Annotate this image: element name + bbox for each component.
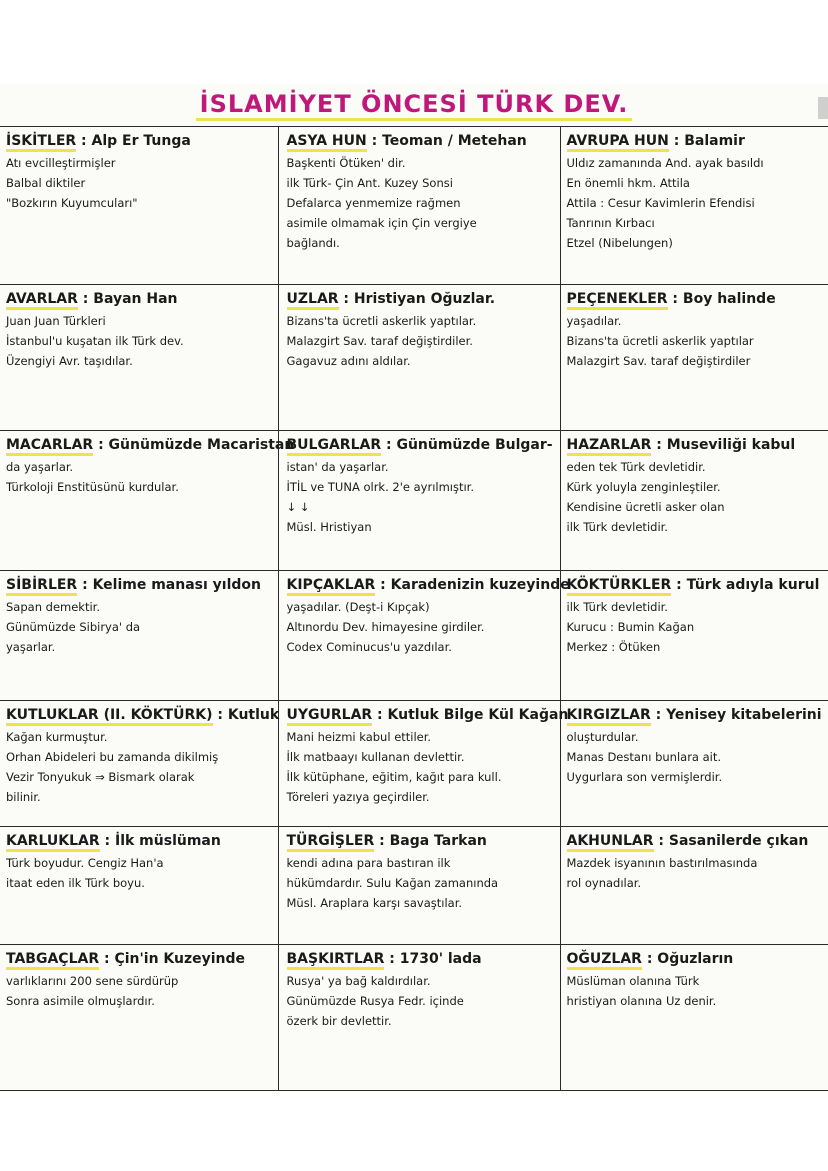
note-line: yaşadılar. <box>566 314 622 328</box>
note-line: Defalarca yenmemize rağmen <box>286 196 461 210</box>
note-line: Bizans'ta ücretli askerlik yaptılar <box>566 334 754 348</box>
note-line: Juan Juan Türkleri <box>6 314 106 328</box>
note-line: Balbal diktiler <box>6 176 86 190</box>
note-line: hükümdardır. Sulu Kağan zamanında <box>286 876 499 890</box>
note-line: En önemli hkm. Attila <box>566 176 690 190</box>
table-row <box>0 127 828 285</box>
note-line: Manas Destanı bunlara ait. <box>566 750 722 764</box>
state-cell <box>278 827 560 945</box>
note-line: varlıklarını 200 sene sürdürüp <box>6 974 179 988</box>
state-heading: AVRUPA HUN : Balamir <box>567 133 824 149</box>
note-line: Kurucu : Bumin Kağan <box>566 620 695 634</box>
state-heading: ASYA HUN : Teoman / Metehan <box>287 133 555 149</box>
note-line: Mazdek isyanının bastırılmasında <box>566 856 758 870</box>
note-line: Gagavuz adını aldılar. <box>286 354 411 368</box>
state-cell <box>560 827 828 945</box>
note-line: ilk Türk devletidir. <box>566 520 668 534</box>
note-line: Vezir Tonyukuk ⇒ Bismark olarak <box>6 770 195 784</box>
note-line: eden tek Türk devletidir. <box>566 460 706 474</box>
state-cell <box>278 945 560 1091</box>
note-line: Altınordu Dev. himayesine girdiler. <box>286 620 485 634</box>
note-line: Günümüzde Rusya Fedr. içinde <box>286 994 464 1008</box>
state-cell <box>560 127 828 285</box>
state-cell <box>278 285 560 431</box>
state-heading: KARLUKLAR : İlk müslüman <box>6 833 273 849</box>
note-line: bilinir. <box>6 790 41 804</box>
state-heading: SİBİRLER : Kelime manası yıldon <box>6 577 273 593</box>
note-line: oluşturdular. <box>566 730 639 744</box>
note-line: bağlandı. <box>286 236 340 250</box>
state-cell <box>0 701 278 827</box>
state-heading: OĞUZLAR : Oğuzların <box>567 951 824 967</box>
note-line: Uygurlara son vermişlerdir. <box>566 770 723 784</box>
note-line: Codex Cominucus'u yazdılar. <box>286 640 452 654</box>
note-line: hristiyan olanına Uz denir. <box>566 994 717 1008</box>
state-heading: BAŞKIRTLAR : 1730' lada <box>287 951 555 967</box>
note-line: ↓ ↓ <box>286 500 310 514</box>
table-row <box>0 571 828 701</box>
note-line: yaşadılar. (Deşt-i Kıpçak) <box>286 600 430 614</box>
note-line: itaat eden ilk Türk boyu. <box>6 876 145 890</box>
state-heading: UYGURLAR : Kutluk Bilge Kül Kağan <box>287 707 555 723</box>
state-heading: KIRGIZLAR : Yenisey kitabelerini <box>567 707 824 723</box>
note-line: ilk Türk- Çin Ant. Kuzey Sonsi <box>286 176 453 190</box>
table-row <box>0 431 828 571</box>
note-line: Türkoloji Enstitüsünü kurdular. <box>6 480 179 494</box>
state-cell <box>560 945 828 1091</box>
note-line: Sonra asimile olmuşlardır. <box>6 994 155 1008</box>
note-line: Başkenti Ötüken' dir. <box>286 156 406 170</box>
note-line: yaşarlar. <box>6 640 56 654</box>
state-heading: TÜRGİŞLER : Baga Tarkan <box>287 833 555 849</box>
note-line: Orhan Abideleri bu zamanda dikilmiş <box>6 750 219 764</box>
note-line: Töreleri yazıya geçirdiler. <box>286 790 430 804</box>
state-heading: BULGARLAR : Günümüzde Bulgar- <box>287 437 555 453</box>
state-cell <box>278 701 569 827</box>
note-line: Malazgirt Sav. taraf değiştirdiler. <box>286 334 473 348</box>
note-line: İlk matbaayı kullanan devlettir. <box>286 750 465 764</box>
note-line: Müsl. Araplara karşı savaştılar. <box>286 896 463 910</box>
note-line: İlk kütüphane, eğitim, kağıt para kull. <box>286 770 502 784</box>
state-cell <box>278 127 560 285</box>
note-line: Müslüman olanına Türk <box>566 974 700 988</box>
state-heading: HAZARLAR : Museviliği kabul <box>567 437 824 453</box>
note-line: İstanbul'u kuşatan ilk Türk dev. <box>6 334 184 348</box>
note-line: Kağan kurmuştur. <box>6 730 108 744</box>
state-heading: AKHUNLAR : Sasanilerde çıkan <box>567 833 824 849</box>
note-line: Merkez : Ötüken <box>566 640 661 654</box>
state-cell <box>0 431 295 571</box>
state-heading: KUTLUKLAR (II. KÖKTÜRK) : Kutluk <box>6 707 273 723</box>
note-line: istan' da yaşarlar. <box>286 460 389 474</box>
note-line: Bizans'ta ücretli askerlik yaptılar. <box>286 314 477 328</box>
note-line: Rusya' ya bağ kaldırdılar. <box>286 974 431 988</box>
note-line: Atı evcilleştirmişler <box>6 156 116 170</box>
table-row <box>0 701 828 827</box>
note-line: Kürk yoluyla zenginleştiler. <box>566 480 721 494</box>
note-line: Müsl. Hristiyan <box>286 520 372 534</box>
state-heading: PEÇENEKLER : Boy halinde <box>567 291 824 307</box>
note-line: Attila : Cesur Kavimlerin Efendisi <box>566 196 755 210</box>
state-heading: AVARLAR : Bayan Han <box>6 291 273 307</box>
note-line: rol oynadılar. <box>566 876 642 890</box>
state-cell <box>560 571 828 701</box>
note-line: ilk Türk devletidir. <box>566 600 668 614</box>
state-cell <box>560 701 828 827</box>
note-line: da yaşarlar. <box>6 460 74 474</box>
state-heading: TABGAÇLAR : Çin'in Kuzeyinde <box>6 951 273 967</box>
state-heading: UZLAR : Hristiyan Oğuzlar. <box>287 291 555 307</box>
note-line: "Bozkırın Kuyumcuları" <box>6 196 138 210</box>
note-line: Kendisine ücretli asker olan <box>566 500 725 514</box>
state-cell <box>0 571 278 701</box>
note-line: Üzengiyi Avr. taşıdılar. <box>6 354 133 368</box>
note-line: kendi adına para bastıran ilk <box>286 856 451 870</box>
note-line: asimile olmamak için Çin vergiye <box>286 216 477 230</box>
state-heading: İSKİTLER : Alp Er Tunga <box>6 133 273 149</box>
state-cell <box>560 285 828 431</box>
state-heading: KÖKTÜRKLER : Türk adıyla kurul <box>567 577 824 593</box>
note-line: Günümüzde Sibirya' da <box>6 620 141 634</box>
state-cell <box>0 127 278 285</box>
scrollbar[interactable] <box>818 97 828 119</box>
note-line: Uldız zamanında And. ayak basıldı <box>566 156 764 170</box>
state-cell <box>0 827 278 945</box>
note-line: Türk boyudur. Cengiz Han'a <box>6 856 164 870</box>
note-line: Malazgirt Sav. taraf değiştirdiler <box>566 354 751 368</box>
note-line: Sapan demektir. <box>6 600 100 614</box>
state-cell <box>0 945 278 1091</box>
state-heading: MACARLAR : Günümüzde Macaristan <box>6 437 273 453</box>
state-cell <box>278 431 560 571</box>
table-row <box>0 827 828 945</box>
note-line: Etzel (Nibelungen) <box>566 236 673 250</box>
page-title: İSLAMİYET ÖNCESİ TÜRK DEV. <box>0 86 828 122</box>
note-line: özerk bir devlettir. <box>286 1014 392 1028</box>
state-cell <box>0 285 278 431</box>
states-table <box>0 126 828 1091</box>
note-line: İTİL ve TUNA olrk. 2'e ayrılmıştır. <box>286 480 475 494</box>
table-row <box>0 285 828 431</box>
state-cell <box>278 571 570 701</box>
table-row <box>0 945 828 1091</box>
note-line: Tanrının Kırbacı <box>566 216 655 230</box>
state-cell <box>560 431 828 571</box>
state-heading: KIPÇAKLAR : Karadenizin kuzeyinde <box>287 577 555 593</box>
note-line: Mani heizmi kabul ettiler. <box>286 730 432 744</box>
